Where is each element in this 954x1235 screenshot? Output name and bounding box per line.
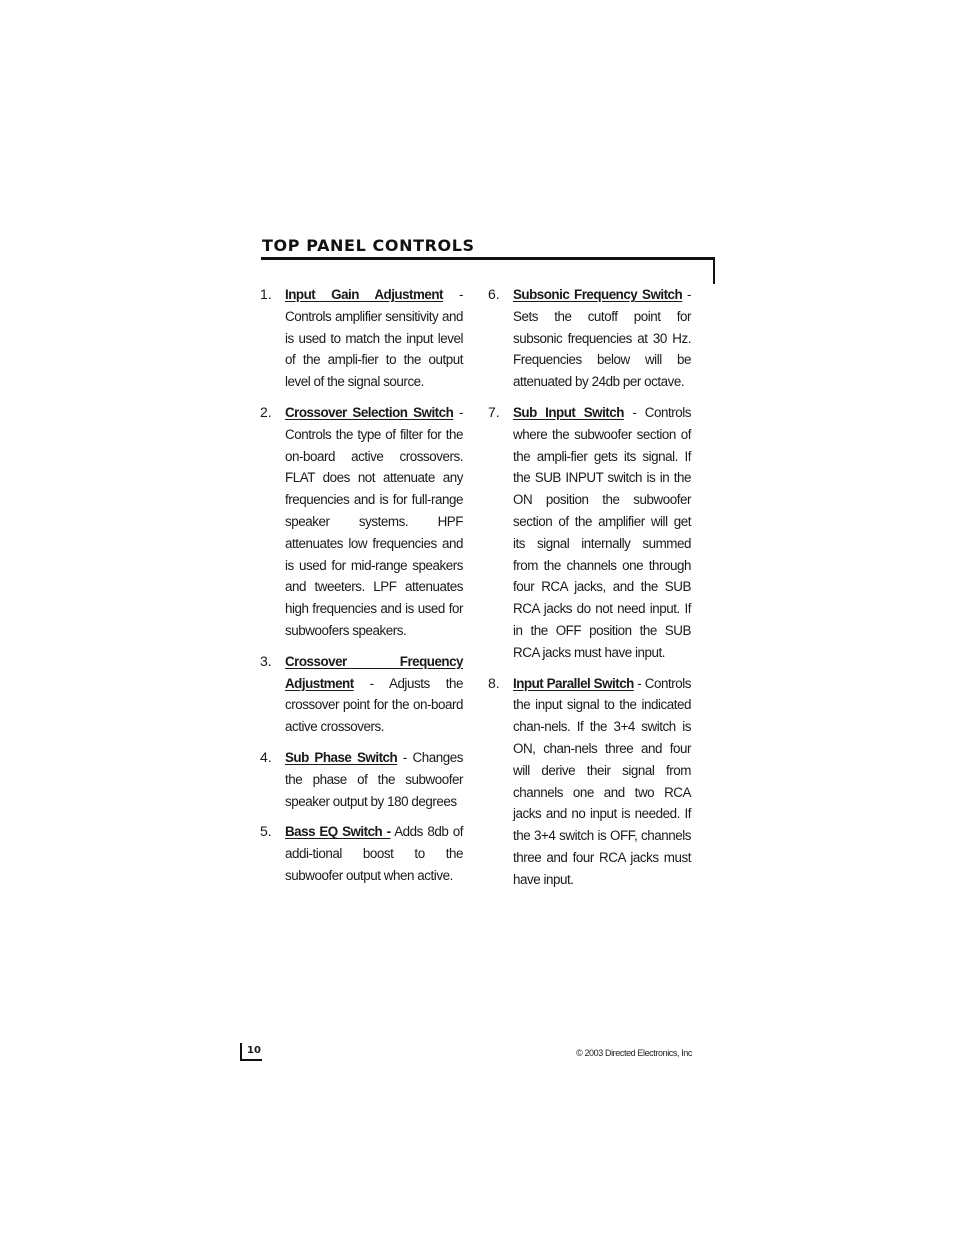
title-underline-rule xyxy=(261,257,715,260)
item-description: - Controls amplifier sensitivity and is used to match the input level of the ampli-fier to the output level of the signal source. xyxy=(285,287,463,390)
item-name: Crossover Frequency Adjustment xyxy=(285,653,463,691)
page-number: 10 xyxy=(240,1043,262,1061)
item-number: 8. xyxy=(488,674,500,691)
item-name: Input Gain Adjustment xyxy=(285,287,443,302)
item-number: 2. xyxy=(260,403,272,420)
control-item xyxy=(488,284,718,393)
item-description: - Controls the type of filter for the on-board active crossovers. FLAT does not attenuate any frequencies and is for full-range speaker systems. HPF attenuates low frequencies and is used for mid-range speakers and tweeters. LPF attenuates high frequencies and is used for subwoofers speakers. xyxy=(285,404,463,638)
control-item xyxy=(260,747,490,812)
item-text xyxy=(285,747,463,812)
copyright-notice: © 2003 Directed Electronics, Inc xyxy=(576,1048,692,1058)
control-item xyxy=(488,402,718,664)
item-name: Sub Phase Switch xyxy=(285,749,398,765)
item-number: 4. xyxy=(260,748,272,765)
item-number: 3. xyxy=(260,652,272,669)
control-item xyxy=(260,402,490,642)
title-rule-corner-tick xyxy=(713,257,715,284)
item-description: Adds 8db of addi-tional boost to the subwoofer output when active. xyxy=(285,824,463,883)
right-column xyxy=(488,284,718,900)
item-text xyxy=(285,402,463,642)
item-number: 6. xyxy=(488,286,500,302)
left-column xyxy=(260,284,490,896)
item-number: 7. xyxy=(488,403,500,420)
item-text xyxy=(285,651,463,738)
item-name: Subsonic Frequency Switch xyxy=(513,287,683,302)
control-item xyxy=(260,284,490,393)
item-name: Crossover Selection Switch xyxy=(285,404,454,420)
item-name: Sub Input Switch xyxy=(513,404,624,420)
item-name: Bass EQ Switch - xyxy=(285,824,391,840)
item-text xyxy=(513,673,691,891)
item-description: - Controls the input signal to the indicated chan-nels. If the 3+4 switch is ON, chan-nels three and four will derive their signal from channels one and two RCA jacks and no input is needed. If the 3+4 switch is OFF, channels three and four RCA jacks must have input. xyxy=(513,675,691,887)
item-number: 1. xyxy=(260,286,272,302)
item-text xyxy=(285,284,463,393)
section-title: TOP PANEL CONTROLS xyxy=(262,236,475,255)
item-number: 5. xyxy=(260,823,272,840)
control-item xyxy=(488,673,718,891)
item-description: - Changes the phase of the subwoofer speaker output by 180 degrees xyxy=(285,749,463,809)
control-item xyxy=(260,821,490,886)
control-item xyxy=(260,651,490,738)
item-text xyxy=(513,402,691,664)
item-description: - Adjusts the crossover point for the on-board active crossovers. xyxy=(285,675,463,735)
item-text xyxy=(513,284,691,393)
item-description: - Controls where the subwoofer section of the ampli-fier gets its signal. If the SUB INPUT switch is in the ON position the subwoofer section of the amplifier will get its signal internally summed from the channels one through four RCA jacks, and the SUB RCA jacks do not need input. If in the OFF position the SUB RCA jacks must have input. xyxy=(513,404,692,660)
item-name: Input Parallel Switch xyxy=(513,675,634,691)
item-description: - Sets the cutoff point for subsonic frequencies at 30 Hz. Frequencies below will be attenuated by 24db per octave. xyxy=(513,287,691,390)
item-text xyxy=(285,821,463,886)
